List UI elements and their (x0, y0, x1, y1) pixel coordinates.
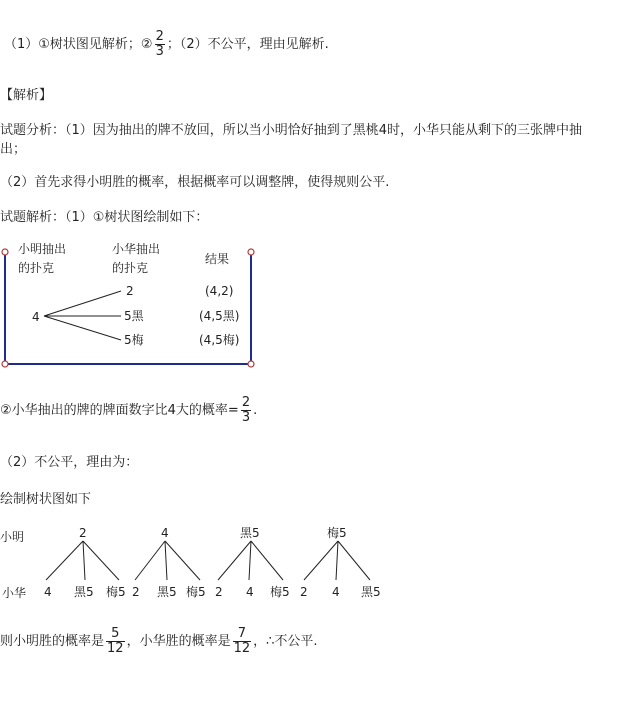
conclusion-fraction-1-den: 12 (107, 641, 124, 656)
conclusion-fraction-2-den: 12 (233, 641, 251, 656)
tree2-branch-line (336, 541, 338, 580)
tree1-header-hua-1: 小华抽出 (112, 242, 161, 256)
tree2-leaf-0-2: 梅5 (106, 585, 126, 599)
tree2-branch-line (304, 541, 338, 580)
answer-fraction-num: 2 (155, 29, 164, 44)
tree1-result-0: (4,2) (205, 284, 234, 298)
tree1-header-ming-1: 小明抽出 (18, 242, 67, 256)
tree2-leaf-0-0: 4 (44, 585, 52, 599)
analysis-heading: 【解析】 (0, 88, 53, 103)
tree2-leaf-0-1: 黑5 (74, 585, 94, 599)
tree1-result-2: (4,5梅) (199, 333, 240, 347)
analysis-line2: （2）首先求得小明胜的概率，根据概率可以调整牌，使得规则公平. (0, 175, 390, 190)
tree2-leaf-3-2: 黑5 (361, 585, 381, 599)
tree2-top-0: 2 (79, 526, 87, 540)
tree2-branch-line (135, 541, 165, 580)
tree2-branch-line (249, 541, 251, 580)
tree2-branch-line (218, 541, 251, 580)
tree2-leaf-1-0: 2 (132, 585, 140, 599)
tree2-label-ming: 小明 (0, 530, 25, 544)
answer-part2: ；（2）不公平，理由见解析. (166, 37, 329, 52)
prob-tail: . (253, 403, 258, 418)
tree1-branch-0: 2 (126, 284, 134, 298)
conclusion-fraction-1 (106, 627, 125, 656)
prob-fraction-num: 2 (241, 395, 251, 410)
tree1-result-1: (4,5黑) (199, 309, 240, 323)
tree1-branch-2: 5梅 (124, 333, 144, 347)
conclusion-c: ，∴不公平. (253, 634, 318, 649)
tree1-root: 4 (32, 310, 40, 324)
prob-fraction-den: 3 (241, 410, 251, 425)
conclusion-b: ，小华胜的概率是 (126, 634, 231, 649)
tree2-branch-line (165, 541, 200, 580)
tree2-branch-line (83, 541, 85, 580)
conclusion-fraction-2 (233, 627, 252, 656)
tree2-branch-line (46, 541, 83, 580)
tree2-leaf-2-0: 2 (215, 585, 223, 599)
tree1-header-result: 结果 (205, 252, 230, 266)
tree1-header-ming-2: 的扑克 (18, 261, 55, 275)
answer-fraction-den: 3 (155, 44, 164, 59)
tree2-top-2: 黑5 (240, 526, 260, 540)
tree2-top-3: 梅5 (327, 526, 347, 540)
conclusion-fraction-2-num: 7 (233, 627, 252, 642)
part2-title: （2）不公平，理由为： (0, 455, 139, 470)
tree2-title: 绘制树状图如下 (0, 492, 92, 507)
tree2-leaf-2-2: 梅5 (270, 585, 290, 599)
conclusion-fraction-1-num: 5 (106, 627, 125, 642)
tree2-top-1: 4 (161, 526, 169, 540)
tree2-branch-line (251, 541, 283, 580)
analysis-line1: 试题分析：（1）因为抽出的牌不放回，所以当小明恰好抽到了黑桃4时，小华只能从剩下的三张牌中抽 (0, 123, 583, 138)
conclusion-line (0, 627, 318, 656)
tree2-label-hua: 小华 (2, 586, 27, 600)
prob-text: ②小华抽出的牌的牌面数字比4大的概率= (0, 403, 239, 418)
tree2-branch-line (165, 541, 167, 580)
conclusion-a: 则小明胜的概率是 (0, 634, 105, 649)
answer-part1: （1）①树状图见解析；② (4, 37, 153, 52)
tree2-leaf-1-2: 梅5 (186, 585, 206, 599)
tree2-leaf-3-0: 2 (300, 585, 308, 599)
tree2-leaf-1-1: 黑5 (157, 585, 177, 599)
tree2-leaf-2-1: 4 (246, 585, 254, 599)
tree1-header-hua-2: 的扑克 (112, 261, 149, 275)
analysis-line1-wrap: 出； (0, 142, 27, 157)
tree2-branch-line (83, 541, 119, 580)
tree1-branch-1: 5黑 (124, 309, 144, 323)
tree2-branch-line (338, 541, 370, 580)
solution-intro: 试题解析：（1）①树状图绘制如下： (0, 210, 209, 225)
tree2-leaf-3-1: 4 (332, 585, 340, 599)
